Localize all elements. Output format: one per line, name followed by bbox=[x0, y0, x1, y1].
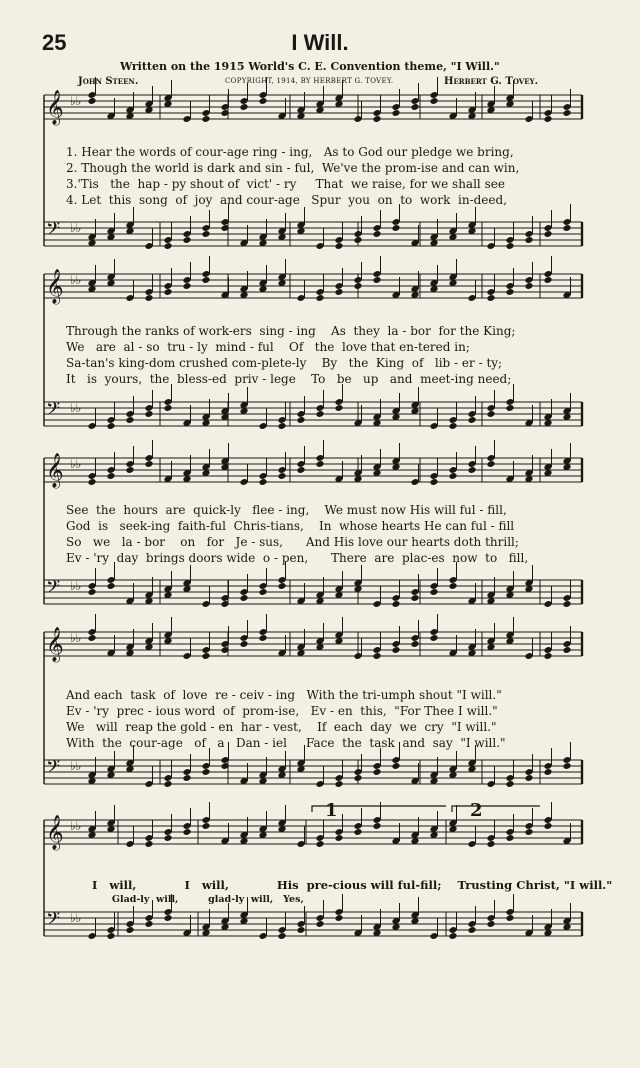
note-head bbox=[448, 582, 457, 590]
note-head bbox=[163, 242, 172, 250]
note-head bbox=[543, 230, 552, 238]
note-head bbox=[315, 840, 324, 848]
key-signature-icon: ♭♭ bbox=[70, 631, 82, 645]
lyric-line: And each task of love re - ceiv - ing With the tri-umph shout "I will." bbox=[66, 688, 502, 702]
key-signature-icon: ♭♭ bbox=[70, 401, 82, 415]
note-head bbox=[201, 115, 210, 123]
note-head bbox=[87, 478, 96, 486]
note-head bbox=[315, 294, 324, 302]
note-head bbox=[505, 780, 514, 788]
page-number: 25 bbox=[42, 30, 67, 55]
note-head bbox=[562, 224, 571, 232]
note-head bbox=[372, 652, 381, 660]
lyric-line: Glad-ly will, glad-ly will, Yes, bbox=[92, 894, 304, 905]
note-head bbox=[87, 97, 96, 105]
note-head bbox=[467, 416, 476, 424]
note-head bbox=[182, 828, 191, 836]
note-head bbox=[372, 115, 381, 123]
note-head bbox=[467, 466, 476, 474]
note-head bbox=[562, 109, 571, 117]
lyric-line: 4. Let this song of joy and cour-age Spur you on to work in-deed, bbox=[66, 193, 508, 207]
note-head bbox=[163, 288, 172, 296]
note-head bbox=[125, 466, 134, 474]
treble-clef-icon: 𝄞 bbox=[46, 453, 64, 488]
note-head bbox=[429, 588, 438, 596]
note-head bbox=[315, 920, 324, 928]
note-head bbox=[543, 276, 552, 284]
composer-credit: John Steen. bbox=[78, 76, 139, 87]
note-head bbox=[182, 282, 191, 290]
note-head bbox=[87, 634, 96, 642]
note-head bbox=[182, 236, 191, 244]
note-head bbox=[125, 926, 134, 934]
note-head bbox=[448, 422, 457, 430]
lyric-line: We are al - so tru - ly mind - ful Of the love that en-tered in; bbox=[66, 340, 470, 354]
note-head bbox=[106, 932, 115, 940]
note-head bbox=[505, 288, 514, 296]
note-head bbox=[543, 652, 552, 660]
note-head bbox=[106, 472, 115, 480]
note-head bbox=[543, 115, 552, 123]
note-head bbox=[486, 920, 495, 928]
treble-clef-icon: 𝄞 bbox=[46, 815, 64, 850]
note-head bbox=[391, 109, 400, 117]
author-credit: Herbert G. Tovey. bbox=[444, 76, 539, 87]
note-head bbox=[201, 822, 210, 830]
bass-clef-icon: 𝄢 bbox=[46, 909, 61, 934]
treble-clef-icon: 𝄞 bbox=[46, 269, 64, 304]
lyric-line: We will reap the gold - en har - vest, If each day we cry "I will." bbox=[66, 720, 497, 734]
note-head bbox=[258, 634, 267, 642]
bass-clef-icon: 𝄢 bbox=[46, 757, 61, 782]
lyric-line: God is seek-ing faith-ful Chris-tians, In whose hearts He can ful - fill bbox=[66, 519, 515, 533]
lyric-line: 2. Though the world is dark and sin - ful, We've the prom-ise and can win, bbox=[66, 161, 520, 175]
note-head bbox=[296, 416, 305, 424]
key-signature-icon: ♭♭ bbox=[70, 579, 82, 593]
key-signature-icon: ♭♭ bbox=[70, 94, 82, 108]
note-head bbox=[163, 914, 172, 922]
note-head bbox=[334, 780, 343, 788]
note-head bbox=[201, 230, 210, 238]
note-head bbox=[334, 404, 343, 412]
note-head bbox=[163, 780, 172, 788]
lyric-line: It is yours, the bless-ed priv - lege To be up and meet-ing need; bbox=[66, 372, 512, 386]
note-head bbox=[353, 282, 362, 290]
note-head bbox=[163, 404, 172, 412]
note-head bbox=[353, 828, 362, 836]
note-head bbox=[106, 422, 115, 430]
lyric-line: 3.'Tis the hap - py shout of vict' - ry That we raise, for we shall see bbox=[66, 177, 505, 191]
note-head bbox=[505, 914, 514, 922]
note-head bbox=[562, 600, 571, 608]
note-head bbox=[144, 410, 153, 418]
note-head bbox=[277, 582, 286, 590]
key-signature-icon: ♭♭ bbox=[70, 759, 82, 773]
hymn-title: I Will. bbox=[291, 30, 349, 55]
note-head bbox=[505, 834, 514, 842]
bass-clef-icon: 𝄢 bbox=[46, 399, 61, 424]
note-head bbox=[505, 242, 514, 250]
note-head bbox=[524, 282, 533, 290]
note-head bbox=[201, 652, 210, 660]
note-head bbox=[372, 276, 381, 284]
note-head bbox=[144, 840, 153, 848]
treble-clef-icon: 𝄞 bbox=[46, 90, 64, 125]
note-head bbox=[486, 294, 495, 302]
note-head bbox=[543, 822, 552, 830]
note-head bbox=[296, 926, 305, 934]
key-signature-icon: ♭♭ bbox=[70, 221, 82, 235]
note-head bbox=[334, 242, 343, 250]
note-head bbox=[372, 230, 381, 238]
lyric-line: 1. Hear the words of cour-age ring - ing, As to God our pledge we bring, bbox=[66, 145, 514, 159]
note-head bbox=[429, 97, 438, 105]
note-head bbox=[163, 834, 172, 842]
note-head bbox=[144, 920, 153, 928]
note-head bbox=[562, 762, 571, 770]
note-head bbox=[410, 640, 419, 648]
note-head bbox=[524, 236, 533, 244]
note-head bbox=[258, 588, 267, 596]
ending-1-marker: 1 bbox=[325, 800, 338, 821]
key-signature-icon: ♭♭ bbox=[70, 911, 82, 925]
note-head bbox=[410, 103, 419, 111]
copyright-notice: COPYRIGHT, 1914, BY HERBERT G. TOVEY. bbox=[225, 77, 394, 85]
note-head bbox=[353, 774, 362, 782]
treble-clef-icon: 𝄞 bbox=[46, 627, 64, 662]
note-head bbox=[486, 460, 495, 468]
note-head bbox=[239, 103, 248, 111]
note-head bbox=[410, 594, 419, 602]
note-head bbox=[334, 834, 343, 842]
key-signature-icon: ♭♭ bbox=[70, 273, 82, 287]
note-head bbox=[277, 472, 286, 480]
note-head bbox=[315, 460, 324, 468]
lyric-line: Sa-tan's king-dom crushed com-plete-ly By the King of lib - er - ty; bbox=[66, 356, 503, 370]
lyric-line: Ev - 'ry prec - ious word of prom-ise, Ev - en this, "For Thee I will." bbox=[66, 704, 498, 718]
ending-2-bracket bbox=[452, 806, 540, 812]
note-head bbox=[334, 914, 343, 922]
note-head bbox=[144, 460, 153, 468]
note-head bbox=[144, 294, 153, 302]
bass-clef-icon: 𝄢 bbox=[46, 219, 61, 244]
note-head bbox=[201, 276, 210, 284]
note-head bbox=[87, 588, 96, 596]
note-head bbox=[429, 478, 438, 486]
note-head bbox=[486, 840, 495, 848]
note-head bbox=[277, 422, 286, 430]
note-head bbox=[391, 646, 400, 654]
note-head bbox=[334, 288, 343, 296]
note-head bbox=[315, 410, 324, 418]
note-head bbox=[543, 768, 552, 776]
note-head bbox=[182, 774, 191, 782]
note-head bbox=[486, 410, 495, 418]
note-head bbox=[524, 774, 533, 782]
note-head bbox=[372, 768, 381, 776]
note-head bbox=[277, 932, 286, 940]
lyric-line: Ev - 'ry day brings doors wide o - pen, There are plac-es now to fill, bbox=[66, 551, 529, 565]
lyric-line: I will, I will, His pre-cious will ful-fill; Trusting Christ, "I will." bbox=[92, 878, 613, 892]
note-head bbox=[448, 932, 457, 940]
lyric-line: Through the ranks of work-ers sing - ing As they la - bor for the King; bbox=[66, 324, 516, 338]
note-head bbox=[201, 768, 210, 776]
note-head bbox=[524, 828, 533, 836]
note-head bbox=[296, 466, 305, 474]
note-head bbox=[391, 224, 400, 232]
note-head bbox=[429, 634, 438, 642]
note-head bbox=[562, 646, 571, 654]
note-head bbox=[258, 478, 267, 486]
note-head bbox=[239, 640, 248, 648]
note-head bbox=[372, 822, 381, 830]
note-head bbox=[239, 594, 248, 602]
note-head bbox=[258, 97, 267, 105]
note-head bbox=[505, 404, 514, 412]
note-head bbox=[448, 472, 457, 480]
key-signature-icon: ♭♭ bbox=[70, 457, 82, 471]
note-head bbox=[391, 600, 400, 608]
note-head bbox=[125, 416, 134, 424]
note-head bbox=[391, 762, 400, 770]
bass-clef-icon: 𝄢 bbox=[46, 577, 61, 602]
note-head bbox=[467, 926, 476, 934]
lyric-line: See the hours are quick-ly flee - ing, We must now His will ful - fill, bbox=[66, 503, 507, 517]
key-signature-icon: ♭♭ bbox=[70, 819, 82, 833]
note-head bbox=[353, 236, 362, 244]
lyric-line: So we la - bor on for Je - sus, And His love our hearts doth thrill; bbox=[66, 535, 519, 549]
lyric-line: With the cour-age of a Dan - iel Face the task and say "I will." bbox=[66, 736, 506, 750]
ending-2-marker: 2 bbox=[470, 800, 483, 821]
hymn-subtitle: Written on the 1915 World's C. E. Convention theme, "I Will." bbox=[120, 60, 500, 73]
note-head bbox=[106, 582, 115, 590]
